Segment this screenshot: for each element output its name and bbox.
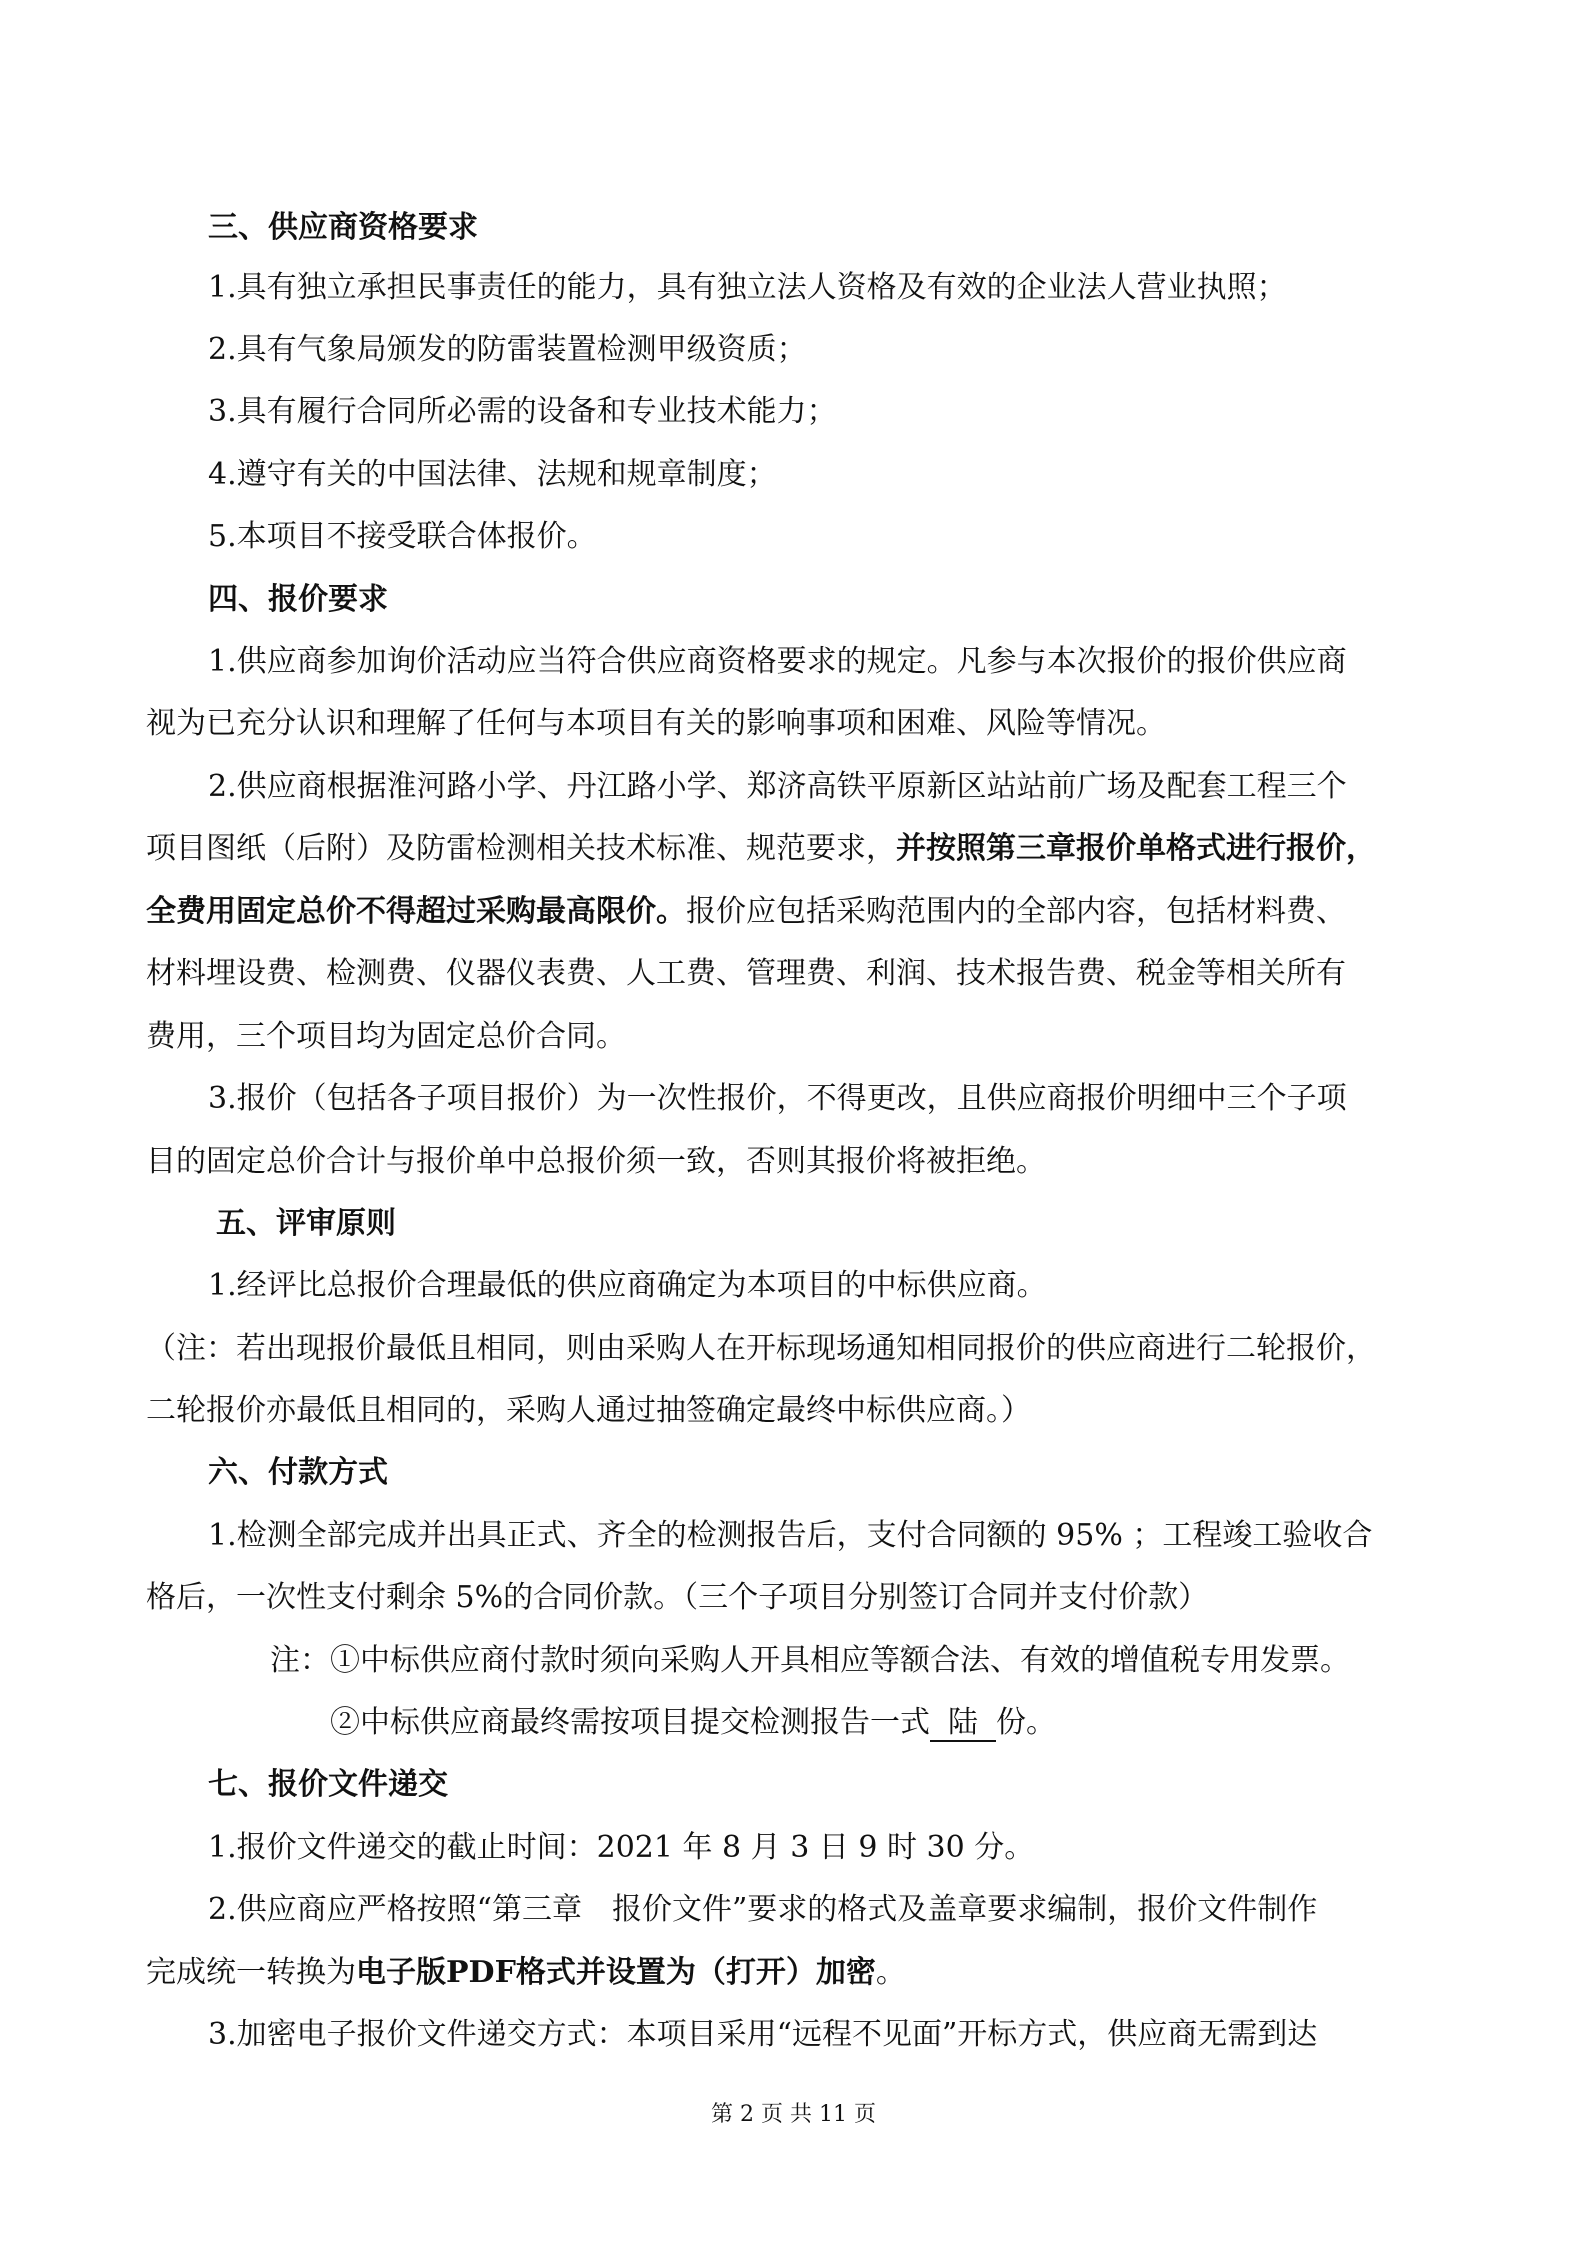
page-number-footer: 第 2 页 共 11 页 <box>711 2102 876 2127</box>
section-6-title: 六、付款方式 <box>208 1455 388 1490</box>
note-2-suffix: 份。 <box>996 1705 1056 1740</box>
p2-line2-start: 完成统一转换为 <box>146 1955 356 1990</box>
section-7-p1: 1.报价文件递交的截止时间：2021 年 8 月 3 日 9 时 30 分。 <box>208 1830 1035 1865</box>
section-4-p2-line2 <box>146 829 1376 869</box>
section-3-item-4: 4.遵守有关的中国法律、法规和规章制度； <box>208 457 777 492</box>
section-4-p2-line3 <box>146 892 1346 932</box>
section-4-p1-line1: 1.供应商参加询价活动应当符合供应商资格要求的规定。凡参与本次报价的报价供应商 <box>208 644 1347 679</box>
section-6-note-1: 注：①中标供应商付款时须向采购人开具相应等额合法、有效的增值税专用发票。 <box>270 1643 1350 1678</box>
section-6-p1-line1: 1.检测全部完成并出具正式、齐全的检测报告后，支付合同额的 95% ；工程竣工验收合 <box>208 1518 1373 1553</box>
section-4-title: 四、报价要求 <box>208 582 388 617</box>
section-4-p2-line1: 2.供应商根据淮河路小学、丹江路小学、郑济高铁平原新区站站前广场及配套工程三个 <box>208 769 1347 804</box>
section-4-p2-line5: 费用，三个项目均为固定总价合同。 <box>146 1019 626 1054</box>
section-6-p1-line2: 格后，一次性支付剩余 5%的合同价款。（三个子项目分别签订合同并支付价款） <box>146 1580 1209 1615</box>
p2-line2-normal: 项目图纸（后附）及防雷检测相关技术标准、规范要求， <box>146 831 896 866</box>
section-3-title: 三、供应商资格要求 <box>208 210 478 245</box>
section-6-note-2 <box>330 1703 1056 1743</box>
section-3-item-3: 3.具有履行合同所必需的设备和专业技术能力； <box>208 394 837 429</box>
p2-line2-end: 。 <box>875 1955 906 1990</box>
p2-line2-bold: 并按照第三章报价单格式进行报价， <box>896 831 1376 866</box>
section-4-p3-line2: 目的固定总价合计与报价单中总报价须一致，否则其报价将被拒绝。 <box>146 1144 1046 1179</box>
section-5-note-line2: 二轮报价亦最低且相同的，采购人通过抽签确定最终中标供应商。） <box>146 1393 1031 1428</box>
section-7-title: 七、报价文件递交 <box>208 1767 448 1802</box>
section-7-p2-line1: 2.供应商应严格按照“第三章 报价文件”要求的格式及盖章要求编制，报价文件制作 <box>208 1892 1318 1927</box>
copies-count: 陆 <box>930 1706 996 1742</box>
section-4-p2-line4: 材料埋设费、检测费、仪器仪表费、人工费、管理费、利润、技术报告费、税金等相关所有 <box>146 956 1346 991</box>
section-5-p1: 1.经评比总报价合理最低的供应商确定为本项目的中标供应商。 <box>208 1268 1047 1303</box>
p2-line3-bold: 全费用固定总价不得超过采购最高限价。 <box>146 894 686 929</box>
section-7-p3-line1: 3.加密电子报价文件递交方式：本项目采用“远程不见面”开标方式，供应商无需到达 <box>208 2017 1318 2052</box>
section-5-title: 五、评审原则 <box>216 1206 396 1241</box>
section-3-item-1: 1.具有独立承担民事责任的能力，具有独立法人资格及有效的企业法人营业执照； <box>208 270 1287 305</box>
section-7-p2-line2 <box>146 1953 906 1993</box>
section-4-p3-line1: 3.报价（包括各子项目报价）为一次性报价，不得更改，且供应商报价明细中三个子项 <box>208 1081 1347 1116</box>
p2-line2-bold-part: 电子版PDF格式并设置为（打开）加密 <box>356 1955 876 1990</box>
section-3-item-5: 5.本项目不接受联合体报价。 <box>208 519 597 554</box>
section-3-item-2: 2.具有气象局颁发的防雷装置检测甲级资质； <box>208 332 807 367</box>
note-2-prefix: ②中标供应商最终需按项目提交检测报告一式 <box>330 1705 930 1740</box>
p2-line3-normal: 报价应包括采购范围内的全部内容，包括材料费、 <box>686 894 1346 929</box>
section-5-note-line1: （注：若出现报价最低且相同，则由采购人在开标现场通知相同报价的供应商进行二轮报价， <box>146 1331 1376 1366</box>
section-4-p1-line2: 视为已充分认识和理解了任何与本项目有关的影响事项和困难、风险等情况。 <box>146 706 1166 741</box>
